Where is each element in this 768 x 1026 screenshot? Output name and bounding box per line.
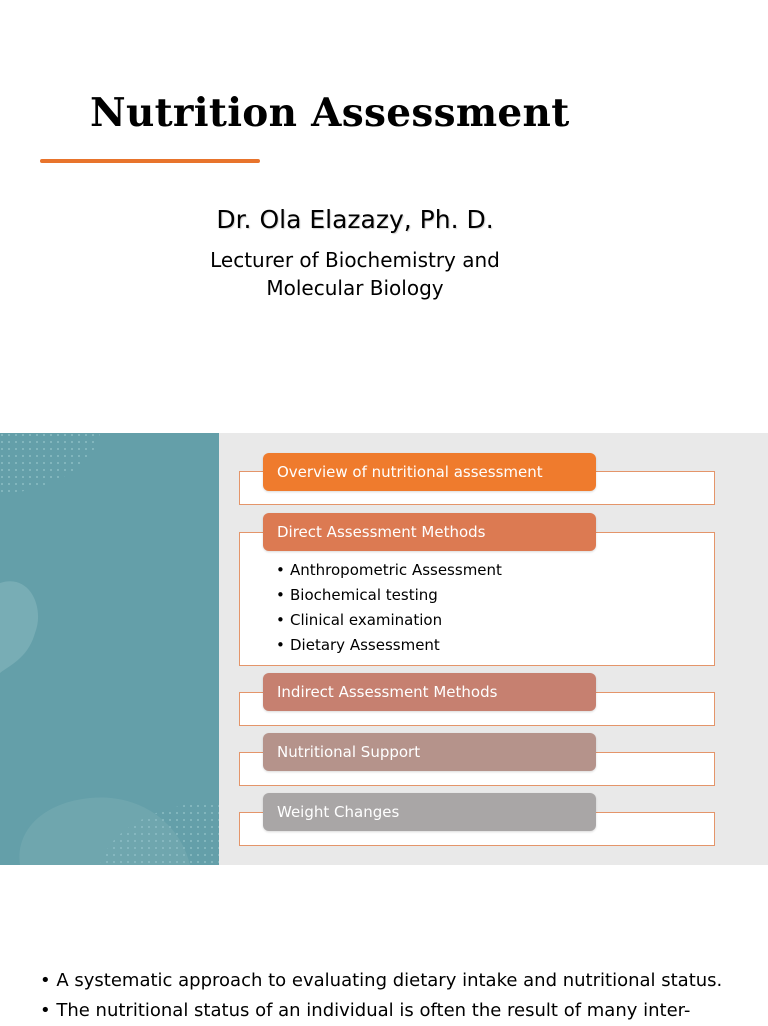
section-direct-button[interactable]: Direct Assessment Methods (263, 513, 596, 551)
section-support-button[interactable]: Nutritional Support (263, 733, 596, 771)
list-item (276, 633, 502, 658)
list-item (276, 558, 502, 583)
list-item-label: Dietary Assessment (290, 636, 440, 654)
list-item-label: Anthropometric Assessment (290, 561, 502, 579)
affiliation-line-2: Molecular Biology (266, 276, 444, 300)
section-indirect-button[interactable]: Indirect Assessment Methods (263, 673, 596, 711)
section-overview-button[interactable]: Overview of nutritional assessment (263, 453, 596, 491)
direct-methods-list (276, 558, 502, 658)
list-item-label: Clinical examination (290, 611, 443, 629)
author-affiliation (150, 246, 560, 302)
list-item (276, 608, 502, 633)
bullet-icon: • (276, 636, 285, 654)
author-name: Dr. Ola Elazazy, Ph. D. (216, 205, 494, 234)
bullet-icon: • (276, 611, 285, 629)
bullet-icon: • (276, 586, 285, 604)
title-underline (40, 159, 260, 163)
affiliation-line-1: Lecturer of Biochemistry and (210, 248, 500, 272)
list-item (276, 583, 502, 608)
bullet-line-2: • The nutritional status of an individual is often the result of many inter- (40, 1000, 691, 1021)
section-weight-button[interactable]: Weight Changes (263, 793, 596, 831)
teal-side-panel (0, 433, 219, 865)
bullet-icon: • (276, 561, 285, 579)
slide-title: Nutrition Assessment (90, 90, 570, 136)
list-item-label: Biochemical testing (290, 586, 438, 604)
outline-slide (0, 433, 768, 865)
decorative-dots-pattern (0, 433, 219, 865)
bullet-line-1: • A systematic approach to evaluating dietary intake and nutritional status. (40, 970, 723, 991)
definition-slide (40, 966, 760, 1026)
